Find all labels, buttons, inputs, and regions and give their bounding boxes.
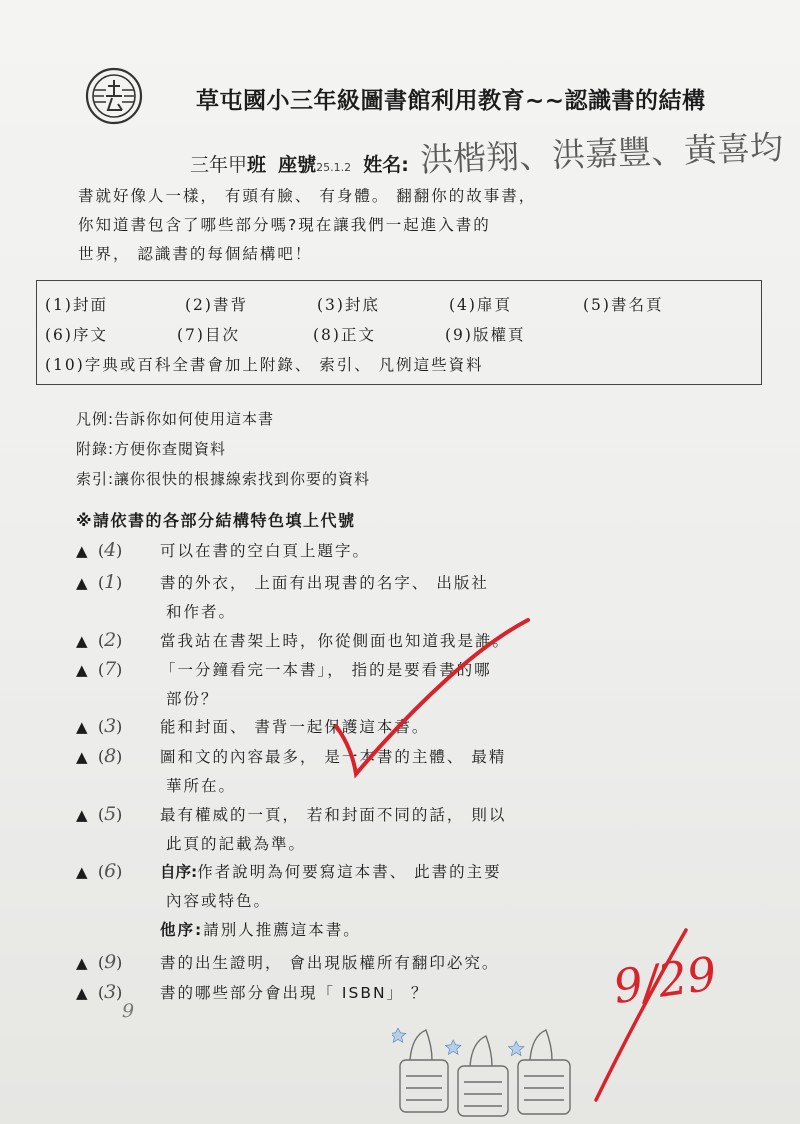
triangle-bullet-icon: ▲ xyxy=(76,954,88,972)
name-label: 姓名: xyxy=(363,154,409,176)
answer-handwritten: 3 xyxy=(104,981,117,1003)
preface-self-label: 自序: xyxy=(160,863,198,881)
seat-value: 25.1.2 xyxy=(316,161,352,174)
question-item: ▲ (4) 可以在書的空白頁上題字。 xyxy=(76,536,776,566)
answer-handwritten: 5 xyxy=(104,803,117,825)
part-item: (3)封底 xyxy=(317,296,380,314)
question-text: 圖和文的內容最多， 是一本書的主體、 最精 xyxy=(160,748,507,766)
question-item: ▲ (6) 自序:作者說明為何要寫這本書、 此書的主要 內容或特色。 他序:請別人推薦這本書。 xyxy=(76,857,776,945)
part-item: (5)書名頁 xyxy=(583,296,664,314)
part-item: (2)書背 xyxy=(185,296,248,314)
question-item: ▲ (7) 「一分鐘看完一本書」， 指的是要看書的哪 部份？ xyxy=(76,655,776,714)
question-item: ▲ (1) 書的外衣， 上面有出現書的名字、 出版社 和作者。 xyxy=(76,568,776,627)
question-item: ▲ (3) 能和封面、 書背一起保護這本書。 xyxy=(76,712,776,742)
class-handwritten: 甲 xyxy=(228,154,248,176)
part-item: (10)字典或百科全書會加上附錄、 索引、 凡例這些資料 xyxy=(45,356,484,374)
instruction-heading: ※請依書的各部分結構特色填上代號 xyxy=(76,511,356,530)
triangle-bullet-icon: ▲ xyxy=(76,806,88,824)
question-text-cont: 請別人推薦這本書。 xyxy=(203,921,361,939)
intro-line: 你知道書包含了哪些部分嗎?現在讓我們一起進入書的 xyxy=(78,216,491,234)
question-item: ▲ (9) 書的出生證明， 會出現版權所有翻印必究。 xyxy=(76,948,776,978)
answer-handwritten: 3 xyxy=(104,715,117,737)
triangle-bullet-icon: ▲ xyxy=(76,574,88,592)
question-text: 書的出生證明， 會出現版權所有翻印必究。 xyxy=(160,954,500,972)
worksheet-title: 草屯國小三年級圖書館利用教育~~認識書的結構 xyxy=(196,88,706,114)
part-item: (4)扉頁 xyxy=(449,296,512,314)
answer-correction-handwritten: 9 xyxy=(122,1000,135,1022)
answer-handwritten: 6 xyxy=(104,860,117,882)
triangle-bullet-icon: ▲ xyxy=(76,984,88,1002)
question-item: ▲ (3) 書的哪些部分會出現「 ISBN」 ？ xyxy=(76,978,776,1008)
intro-line: 世界， 認識書的每個結構吧！ xyxy=(78,245,313,263)
question-text: 書的外衣， 上面有出現書的名字、 出版社 xyxy=(160,574,489,592)
answer-handwritten: 2 xyxy=(104,629,117,651)
question-text: 「一分鐘看完一本書」， 指的是要看書的哪 xyxy=(160,661,492,679)
triangle-bullet-icon: ▲ xyxy=(76,542,88,560)
grade-label: 三年 xyxy=(190,154,229,176)
question-item: ▲ (5) 最有權威的一頁， 若和封面不同的話， 則以 此頁的記載為準。 xyxy=(76,800,776,859)
part-item: (7)目次 xyxy=(177,326,240,344)
triangle-bullet-icon: ▲ xyxy=(76,748,88,766)
seat-label: 座號 xyxy=(278,154,317,176)
date-mark: 9/29 xyxy=(610,946,720,1014)
question-text-cont: 部份？ xyxy=(166,690,219,708)
question-text: 書的哪些部分會出現「 ISBN」 ？ xyxy=(160,984,429,1002)
question-item: ▲ (8) 圖和文的內容最多， 是一本書的主體、 最精 華所在。 xyxy=(76,742,776,801)
part-item: (6)序文 xyxy=(45,326,108,344)
triangle-bullet-icon: ▲ xyxy=(76,632,88,650)
definition-line: 索引:讓你很快的根據線索找到你要的資料 xyxy=(76,470,371,488)
part-item: (8)正文 xyxy=(313,326,376,344)
triangle-bullet-icon: ▲ xyxy=(76,661,88,679)
answer-handwritten: 8 xyxy=(104,745,117,767)
class-label: 班 xyxy=(247,154,267,176)
student-info-line xyxy=(190,150,409,177)
intro-paragraph xyxy=(78,182,758,269)
question-text: 能和封面、 書背一起保護這本書。 xyxy=(160,718,430,736)
thumbs-up-stamp-icon xyxy=(392,1016,582,1120)
definition-line: 附錄:方便你查閱資料 xyxy=(76,440,227,458)
answer-handwritten: 1 xyxy=(104,571,117,593)
triangle-bullet-icon: ▲ xyxy=(76,718,88,736)
intro-line: 書就好像人一樣， 有頭有臉、 有身體。 翻翻你的故事書， xyxy=(78,187,537,205)
student-names-handwritten: 洪楷翔、洪嘉豐、黃喜均 xyxy=(419,127,784,180)
triangle-bullet-icon: ▲ xyxy=(76,863,88,881)
question-text: 最有權威的一頁， 若和封面不同的話， 則以 xyxy=(160,806,507,824)
question-text: 當我站在書架上時，你從側面也知道我是誰。 xyxy=(160,632,511,650)
definitions xyxy=(76,404,370,494)
answer-handwritten: 7 xyxy=(104,658,117,680)
part-item: (1)封面 xyxy=(45,296,108,314)
question-item: ▲ (2) 當我站在書架上時，你從側面也知道我是誰。 xyxy=(76,626,776,656)
question-text-cont: 華所在。 xyxy=(166,777,237,795)
question-text: 作者說明為何要寫這本書、 此書的主要 xyxy=(197,863,502,881)
question-text-cont: 內容或特色。 xyxy=(166,892,272,910)
answer-handwritten: 4 xyxy=(104,539,117,561)
question-text-cont: 此頁的記載為準。 xyxy=(166,835,307,853)
answer-handwritten: 9 xyxy=(104,951,117,973)
question-text: 可以在書的空白頁上題字。 xyxy=(160,542,371,560)
part-item: (9)版權頁 xyxy=(445,326,526,344)
preface-other-label: 他序: xyxy=(160,921,204,939)
parts-box xyxy=(36,280,762,385)
question-text-cont: 和作者。 xyxy=(166,603,237,621)
school-logo xyxy=(84,66,144,126)
definition-line: 凡例:告訴你如何使用這本書 xyxy=(76,410,275,428)
